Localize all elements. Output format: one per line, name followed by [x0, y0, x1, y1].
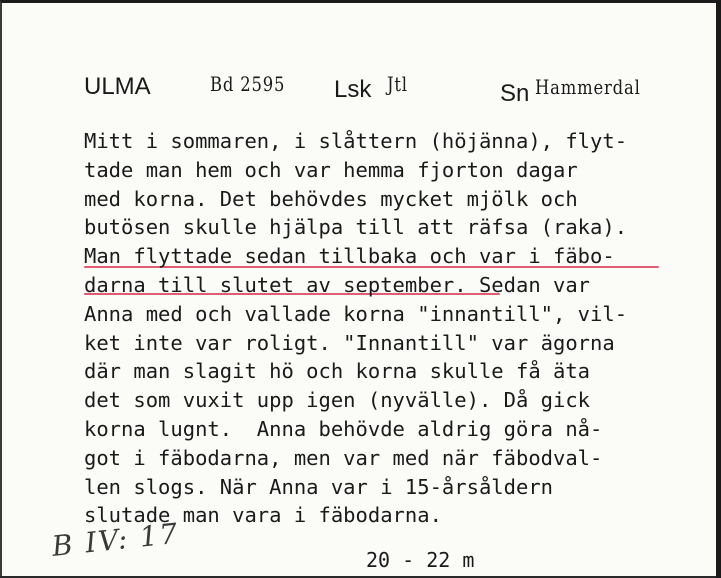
text-line: Mitt i sommaren, i slåttern (höjänna), flyt-: [84, 129, 628, 153]
parish-label: Sn: [500, 80, 530, 107]
text-line: darna till slutet av september. Sedan var: [84, 272, 591, 297]
handwritten-code: B IV: 17: [50, 516, 181, 563]
text-line: korna lugnt. Anna behövde aldrig göra nå-: [84, 416, 603, 441]
card-edge-shadow: [716, 0, 721, 578]
text-line: där man slagit hö och korna skulle få äta: [84, 359, 591, 384]
text-line: Man flyttade sedan tillbaka och var i fäbo-: [84, 244, 615, 269]
card-body-text: [84, 127, 714, 530]
text-line: det som vuxit upp igen (nyvälle). Då gick: [84, 388, 591, 413]
text-line: tade man hem och var hemma fjorton dagar: [84, 157, 578, 182]
text-line: med korna. Det behövdes mycket mjölk och: [84, 186, 578, 211]
text-line: Anna med och vallade korna "innantill", vil-: [84, 301, 628, 326]
text-line: got i fäbodarna, men var med när fäbodval-: [84, 445, 603, 470]
text-line: len slogs. När Anna var i 15-årsåldern: [84, 474, 553, 499]
parish-value: Hammerdal: [535, 75, 641, 99]
page-range: 20 - 22 m: [366, 548, 475, 572]
text-line: ket inte var roligt. "Innantill" var ägorna: [84, 330, 615, 355]
text-line: slutade man vara i fäbodarna.: [84, 503, 442, 528]
text-line: butösen skulle hjälpa till att räfsa (raka).: [84, 215, 628, 240]
region-value: Jtl: [387, 72, 408, 96]
region-label: Lsk: [334, 76, 372, 103]
archive-value: Bd 2595: [210, 72, 286, 96]
archive-label: ULMA: [84, 73, 151, 100]
